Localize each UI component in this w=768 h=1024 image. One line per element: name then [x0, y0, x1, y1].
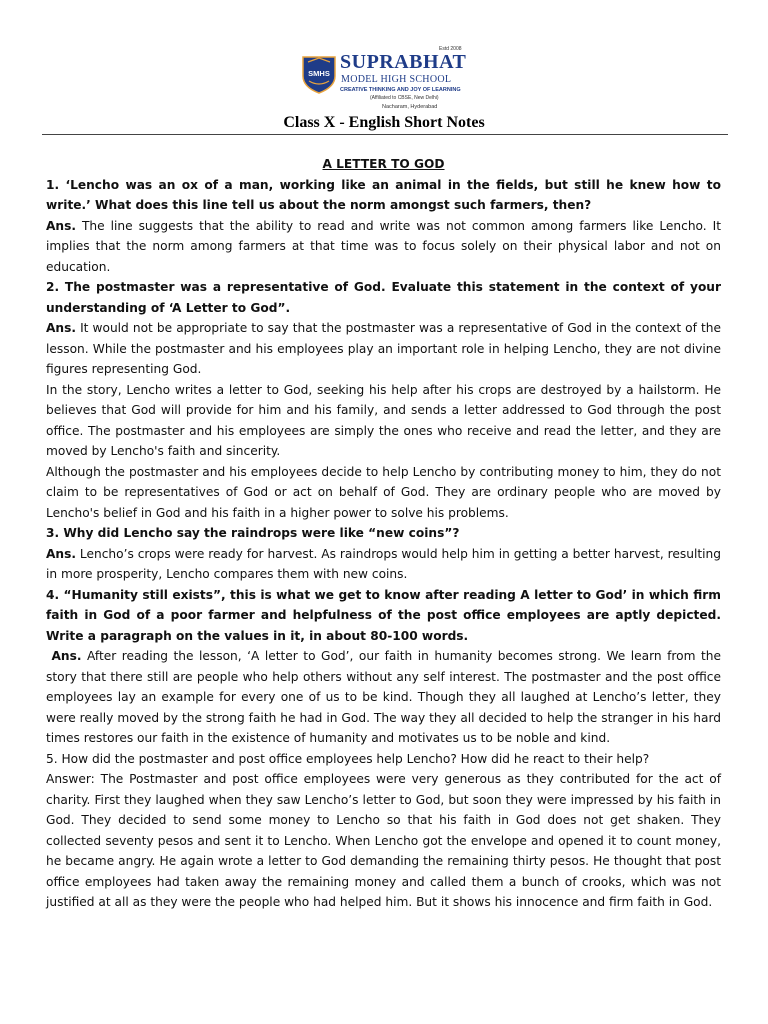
school-name: SUPRABHAT — [340, 51, 467, 73]
question-3: 3. Why did Lencho say the raindrops were like “new coins”? — [46, 526, 460, 540]
answer-label: Ans. — [51, 649, 82, 663]
answer-label: Ans. — [46, 546, 76, 561]
answer-text: After reading the lesson, ‘A letter to God’, our faith in humanity becomes strong. We learn from the story that there still are people who help others without any self interest. The postmaster and the post office employees lay an example for every one of us to be kind. Though they all laughed at Lencho’s letter, they were really moved by the strong faith he had in God. The way they all decided to help the stranger in his hard times restores our faith in the existence of humanity and motivates us to be noble and kind. — [46, 649, 721, 745]
answer-4 — [46, 646, 721, 749]
document-title: Class X - English Short Notes — [283, 114, 485, 131]
notes-body — [46, 154, 721, 913]
question-5: 5. How did the postmaster and post office employees help Lencho? How did he react to their help? — [46, 751, 650, 766]
established-year: Estd 2008 — [439, 46, 462, 52]
question-2: 2. The postmaster was a representative of God. Evaluate this statement in the context of your understanding of ‘A Letter to God”. — [46, 280, 721, 315]
answer-2 — [46, 318, 721, 380]
answer-3 — [46, 544, 721, 585]
school-location: Nacharam, Hyderabad — [382, 104, 438, 110]
answer-2-paragraph-3: Although the postmaster and his employees decide to help Lencho by contributing money to him, they do not claim to be representatives of God or act on behalf of God. They are ordinary people who are moved by Lencho's belief in God and his faith in a higher power to solve his problems. — [46, 464, 721, 520]
school-tagline: CREATIVE THINKING AND JOY OF LEARNING — [340, 87, 461, 93]
school-crest-icon — [300, 54, 338, 94]
school-logo — [300, 46, 480, 116]
affiliation-text: (Affiliated to CBSE, New Delhi) — [370, 95, 439, 101]
answer-1 — [46, 216, 721, 278]
answer-text: The line suggests that the ability to read and write was not common among farmers like Lencho. It implies that the norm among farmers at that time was to focus solely on their physical labor and not on education. — [46, 218, 721, 274]
question-4: 4. “Humanity still exists”, this is what we get to know after reading A letter to God’ in which firm faith in God of a poor farmer and helpfulness of the post office employees are aptly depicted. Write a paragraph on the values in it, in about 80-100 words. — [46, 587, 721, 643]
answer-5: Answer: The Postmaster and post office employees were very generous as they contributed for the act of charity. First they laughed when they saw Lencho’s letter to God, but soon they were impressed by his faith in God. They decided to send some money to Lencho so that his faith in God does not get shaken. They collected seventy pesos and sent it to Lencho. When Lencho got the envelope and opened it to count money, he became angry. He again wrote a letter to God demanding the remaining thirty pesos. He thought that post office employees had taken away the remaining money and called them a bunch of crooks, which was not justified at all as they were the people who had helped him. But it shows his innocence and firm faith in God. — [46, 772, 721, 909]
answer-label: Ans. — [46, 321, 76, 335]
title-divider — [42, 134, 728, 135]
answer-2-paragraph-2: In the story, Lencho writes a letter to God, seeking his help after his crops are destroyed by a hailstorm. He believes that God will provide for him and his family, and sends a letter addressed to God through the post office. The postmaster and his employees are simply the ones who receive and read the letter, and they are moved by Lencho's faith and sincerity. — [46, 382, 721, 458]
school-subtitle: MODEL HIGH SCHOOL — [341, 74, 452, 85]
answer-text: It would not be appropriate to say that the postmaster was a representative of God in the context of the lesson. While the postmaster and his employees play an important role in helping Lencho, they are not divine figures representing God. — [46, 321, 721, 376]
answer-text: Lencho’s crops were ready for harvest. As raindrops would help him in getting a better harvest, resulting in more prosperity, Lencho compares them with new coins. — [46, 546, 721, 581]
crest-label: SMHS — [308, 69, 330, 78]
chapter-heading: A LETTER TO GOD — [322, 157, 445, 171]
question-1: 1. ‘Lencho was an ox of a man, working like an animal in the fields, but still he knew how to write.’ What does this line tell us about the norm amongst such farmers, then? — [46, 177, 721, 212]
answer-label: Ans. — [46, 218, 76, 233]
